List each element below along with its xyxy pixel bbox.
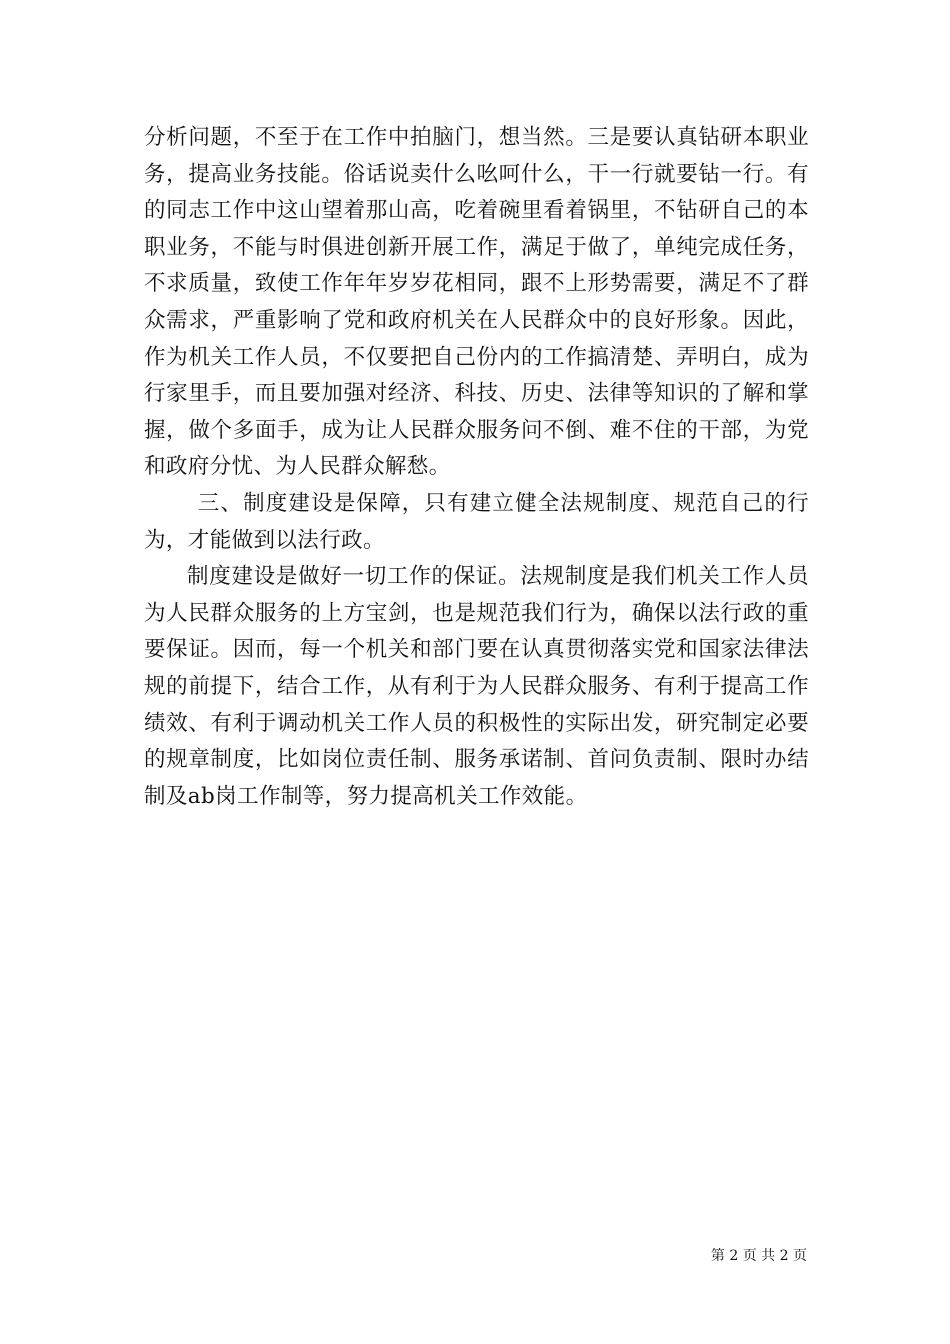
paragraph-continuation: 分析问题，不至于在工作中拍脑门，想当然。三是要认真钻研本职业务，提高业务技能。俗话说卖什么吆呵什么，干一行就要钻一行。有的同志工作中这山望着那山高，吃着碗里看着锅里，不钻研自己的本职业务，不能与时俱进创新开展工作，满足于做了，单纯完成任务，不求质量，致使工作年年岁岁花相同，跟不上形势需要，满足不了群众需求，严重影响了党和政府机关在人民群众中的良好形象。因此，作为机关工作人员，不仅要把自己份内的工作搞清楚、弄明白，成为行家里手，而且要加强对经济、科技、历史、法律等知识的了解和掌握，做个多面手，成为让人民群众服务问不倒、难不住的干部，为党和政府分忧、为人民群众解愁。 — [144, 125, 809, 480]
document-body — [144, 120, 809, 815]
section-heading-three: 三、制度建设是保障，只有建立健全法规制度、规范自己的行为，才能做到以法行政。 — [144, 490, 809, 553]
paragraph-system-building: 制度建设是做好一切工作的保证。法规制度是我们机关工作人员为人民群众服务的上方宝剑，也是规范我们行为，确保以法行政的重要保证。因而，每一个机关和部门要在认真贯彻落实党和国家法律法规的前提下，结合工作，从有利于为人民群众服务、有利于提高工作绩效、有利于调动机关工作人员的积极性的实际出发，研究制定必要的规章制度，比如岗位责任制、服务承诺制、首问负责制、限时办结制及ab岗工作制等，努力提高机关工作效能。 — [144, 564, 809, 809]
page-number: 第 2 页 共 2 页 — [710, 1248, 807, 1264]
